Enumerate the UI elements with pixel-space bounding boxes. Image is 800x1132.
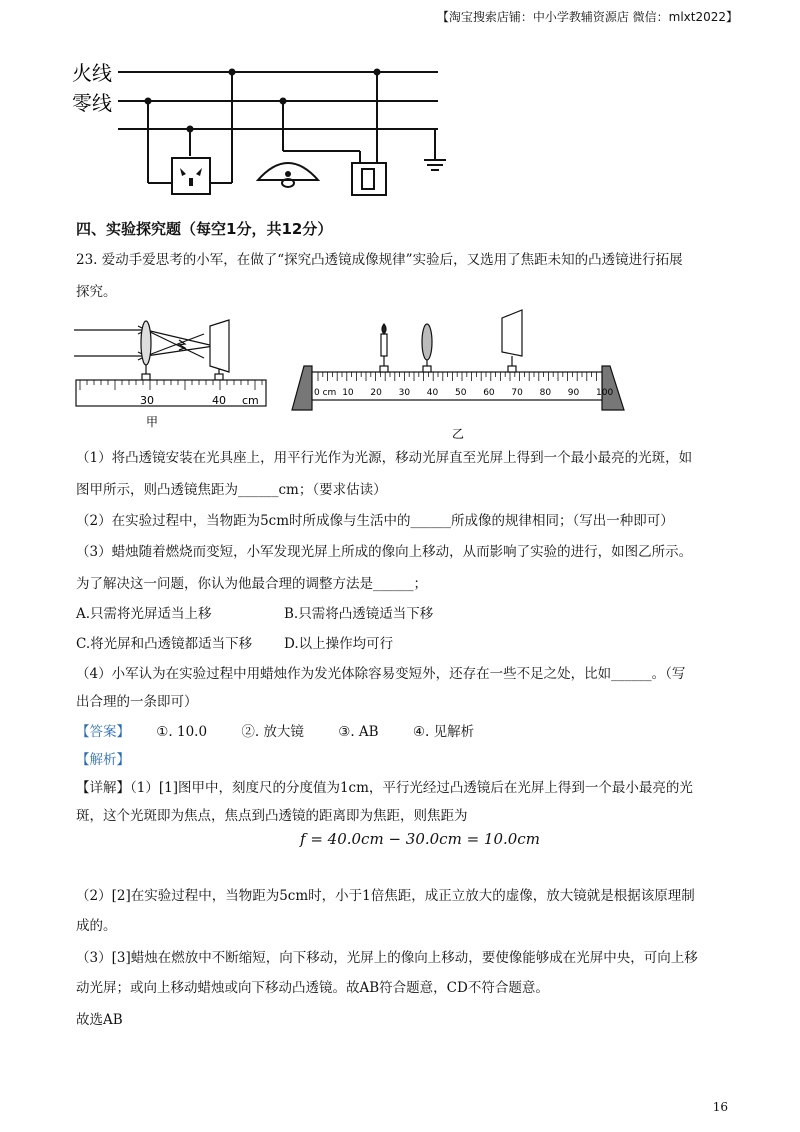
yi-tick-label: 70 bbox=[511, 388, 523, 398]
question-stem-cont: 探究。 bbox=[76, 284, 117, 300]
figure-yi bbox=[284, 306, 634, 444]
section-title: 四、实验探究题（每空1分，共12分） bbox=[76, 220, 333, 238]
question-stem: 23. 爱动手爱思考的小军，在做了“探究凸透镜成像规律”实验后，又选用了焦距未知的凸透镜进行拓展 bbox=[76, 252, 683, 268]
option-b: B.只需将凸透镜适当下移 bbox=[284, 606, 434, 622]
answer-3: ③. AB bbox=[338, 724, 379, 740]
yi-tick-label: 60 bbox=[483, 388, 495, 398]
answer-2: ②. 放大镜 bbox=[241, 724, 304, 740]
yi-tick-label: 20 bbox=[370, 388, 382, 398]
yi-tick-label: 30 bbox=[398, 388, 411, 398]
detail-1-cont: 斑，这个光斑即为焦点，焦点到凸透镜的距离即为焦距，则焦距为 bbox=[76, 808, 468, 824]
option-a: A.只需将光屏适当上移 bbox=[76, 606, 212, 622]
answer-4: ④. 见解析 bbox=[412, 724, 475, 740]
jia-tick-40: 40 bbox=[212, 394, 226, 407]
jia-tick-30: 30 bbox=[140, 394, 154, 407]
circuit-diagram bbox=[70, 58, 460, 208]
yi-tick-label: 80 bbox=[539, 388, 552, 398]
detail-1: 【详解】（1）[1]图甲中，刻度尺的分度值为1cm，平行光经过凸透镜后在光屏上得到一个最小最亮的光 bbox=[76, 780, 693, 796]
figure-jia bbox=[74, 318, 274, 430]
yi-tick-label: 10 bbox=[342, 388, 354, 398]
neutral-wire-label: 零线 bbox=[72, 91, 112, 115]
part1-text: （1）将凸透镜安装在光具座上，用平行光作为光源，移动光屏直至光屏上得到一个最小最亮的光斑，如 bbox=[76, 450, 693, 466]
detail-3: （3）[3]蜡烛在燃放中不断缩短，向下移动，光屏上的像向上移动，要使像能够成在光屏中央，可向上移 bbox=[76, 950, 698, 966]
part4-text-cont: 出合理的一条即可） bbox=[76, 694, 198, 710]
answer-row bbox=[76, 720, 474, 740]
yi-tick-label: 50 bbox=[455, 388, 467, 398]
part2-text: （2）在实验过程中，当物距为5cm时所成像与生活中的______所成像的规律相同；（写出一种即可） bbox=[76, 513, 674, 529]
jia-unit: cm bbox=[242, 394, 259, 407]
analysis-label: 【解析】 bbox=[76, 752, 130, 768]
detail-2-cont: 成的。 bbox=[76, 918, 117, 934]
jia-caption: 甲 bbox=[146, 415, 159, 429]
yi-tick-label: 90 bbox=[567, 388, 580, 398]
focal-length-formula: f = 40.0cm − 30.0cm = 10.0cm bbox=[300, 830, 540, 848]
yi-tick-label: 40 bbox=[426, 388, 439, 398]
answer-label: 【答案】 bbox=[76, 724, 130, 740]
option-c: C.将光屏和凸透镜都适当下移 bbox=[76, 636, 253, 652]
part4-text: （4）小军认为在实验过程中用蜡烛作为发光体除容易变短外，还存在一些不足之处，比如______。（写 bbox=[76, 666, 686, 682]
page-number: 16 bbox=[712, 1100, 728, 1114]
yi-caption: 乙 bbox=[452, 427, 465, 441]
answer-1: ①. 10.0 bbox=[156, 724, 208, 740]
part1-text-cont: 图甲所示，则凸透镜焦距为______cm；（要求估读） bbox=[76, 482, 387, 498]
yi-tick-label: 100 bbox=[596, 388, 614, 398]
page-header: 【淘宝搜索店铺：中小学教辅资源店 微信：mlxt2022】 bbox=[436, 10, 738, 24]
part3-text-cont: 为了解决这一问题，你认为他最合理的调整方法是______； bbox=[76, 576, 427, 592]
detail-2: （2）[2]在实验过程中，当物距为5cm时，小于1倍焦距，成正立放大的虚像，放大镜就是根据该原理制 bbox=[76, 888, 695, 904]
option-d: D.以上操作均可行 bbox=[284, 636, 394, 652]
live-wire-label: 火线 bbox=[72, 61, 112, 85]
yi-tick-label: 0 cm bbox=[314, 388, 337, 398]
detail-3-cont: 动光屏；或向上移动蜡烛或向下移动凸透镜。故AB符合题意，CD不符合题意。 bbox=[76, 980, 549, 996]
part3-text: （3）蜡烛随着燃烧而变短，小军发现光屏上所成的像向上移动，从而影响了实验的进行，如图乙所示。 bbox=[76, 544, 693, 560]
conclusion: 故选AB bbox=[76, 1012, 123, 1028]
